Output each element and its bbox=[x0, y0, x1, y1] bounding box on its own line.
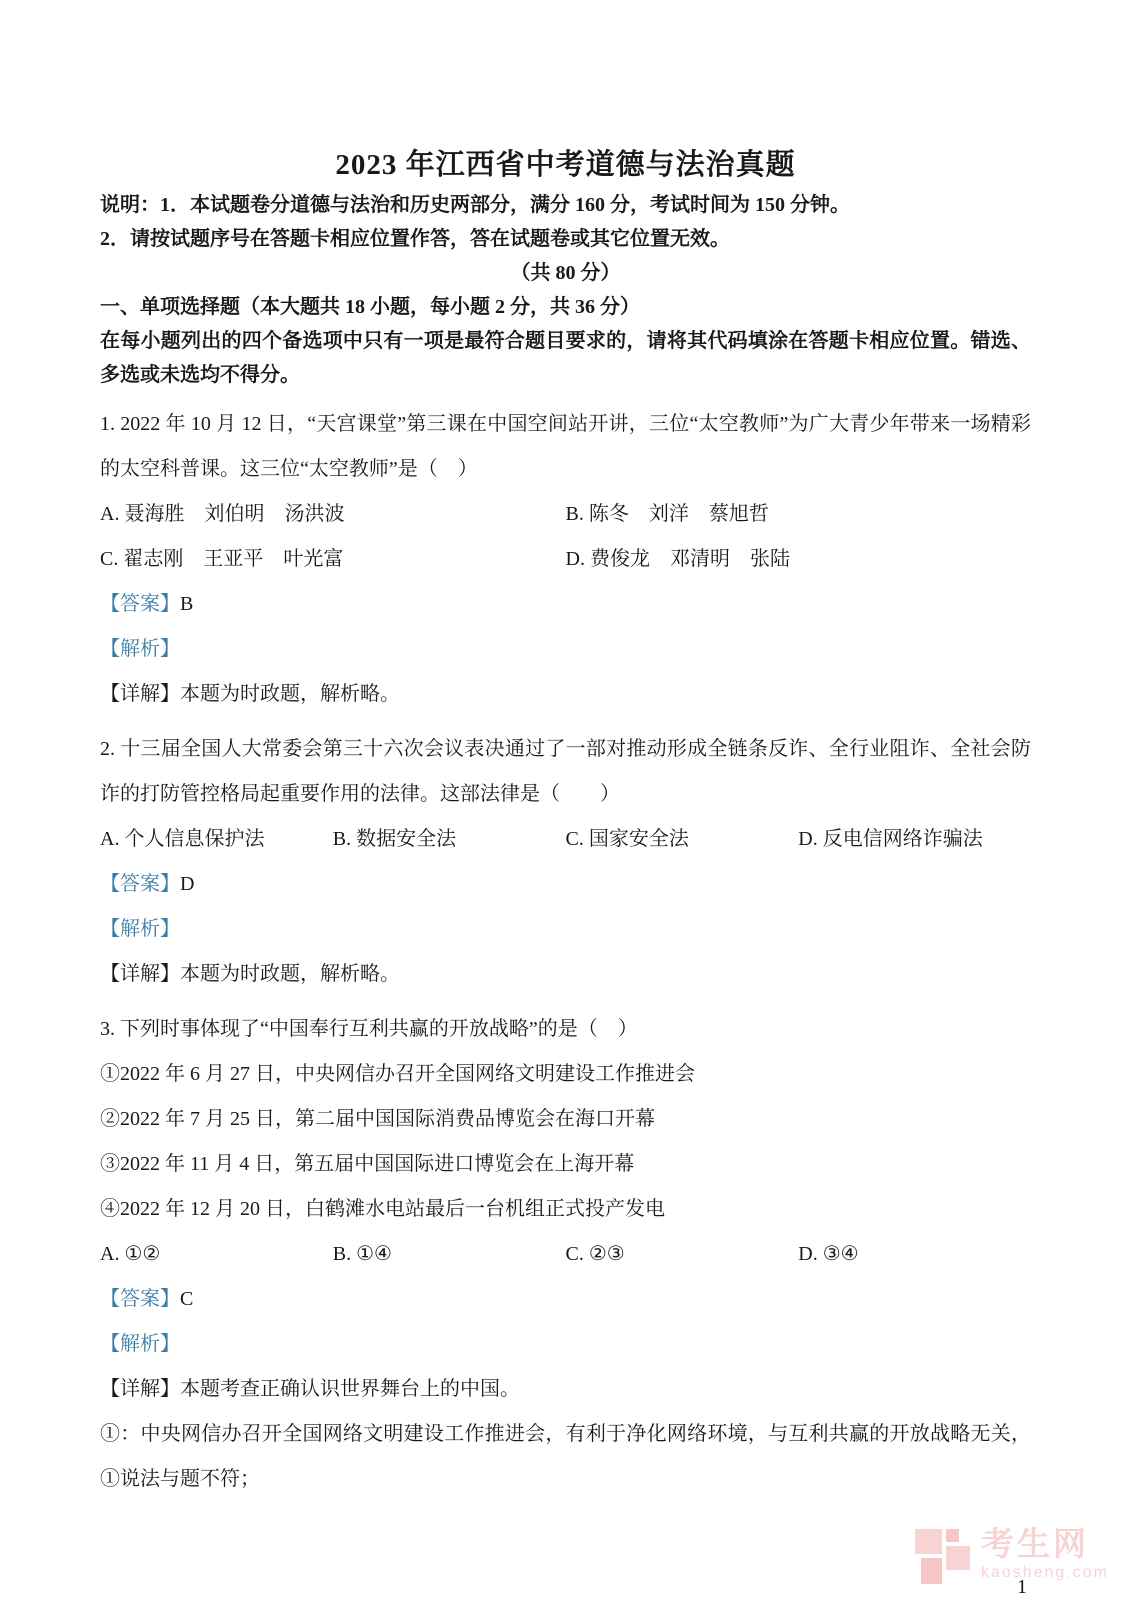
question-2-analysis-label: 【解析】 bbox=[100, 918, 180, 940]
question-2-option-d: D. 反电信网络诈骗法 bbox=[798, 828, 983, 850]
answer-value: D bbox=[180, 873, 195, 895]
question-3-item-2: ②2022 年 7 月 25 日，第二届中国国际消费品博览会在海口开幕 bbox=[100, 1108, 655, 1130]
section-instruction: 在每小题列出的四个备选项中只有一项是最符合题目要求的，请将其代码填涂在答题卡相应位置。错选、多选或未选均不得分。 bbox=[100, 330, 1031, 386]
question-1-option-b: B. 陈冬 刘洋 蔡旭哲 bbox=[565, 503, 769, 525]
answer-label: 【答案】 bbox=[100, 593, 180, 615]
question-1-detail-line bbox=[100, 672, 1031, 717]
answer-value: C bbox=[180, 1288, 194, 1310]
answer-label: 【答案】 bbox=[100, 1288, 180, 1310]
question-3-stem: 3. 下列时事体现了“中国奉行互利共赢的开放战略”的是（ ） bbox=[100, 1018, 638, 1040]
exam-note-2: 2．请按试题序号在答题卡相应位置作答，答在试题卷或其它位置无效。 bbox=[100, 228, 730, 250]
total-score-line: （共 80 分） bbox=[510, 262, 621, 284]
kaosheng-logo-icon bbox=[915, 1527, 973, 1585]
question-2-detail-line bbox=[100, 952, 1031, 997]
question-3 bbox=[100, 1007, 1031, 1502]
page-title: 2023 年江西省中考道德与法治真题 bbox=[335, 149, 796, 181]
detail-text: 本题为时政题，解析略。 bbox=[180, 963, 400, 985]
watermark-site-name: 考生网 bbox=[980, 1525, 1089, 1562]
exam-note-1: 说明：1．本试题卷分道德与法治和历史两部分，满分 160 分，考试时间为 150 分钟。 bbox=[100, 194, 850, 216]
question-1-stem: 1. 2022 年 10 月 12 日，“天宫课堂”第三课在中国空间站开讲，三位“太空教师”为广大青少年带来一场精彩的太空科普课。这三位“太空教师”是（ ） bbox=[100, 413, 1031, 480]
question-3-option-a: A. ①② bbox=[100, 1243, 161, 1265]
kaosheng-watermark bbox=[915, 1527, 1109, 1585]
answer-label: 【答案】 bbox=[100, 873, 180, 895]
section-title: 一、单项选择题（本大题共 18 小题，每小题 2 分，共 36 分） bbox=[100, 296, 640, 318]
answer-value: B bbox=[180, 593, 194, 615]
question-3-analysis-label: 【解析】 bbox=[100, 1333, 180, 1355]
question-3-option-d: D. ③④ bbox=[798, 1243, 859, 1265]
question-3-option-b: B. ①④ bbox=[332, 1243, 392, 1265]
question-1-option-d: D. 费俊龙 邓清明 张陆 bbox=[565, 548, 790, 570]
watermark-site-domain: kaosheng.com bbox=[980, 1564, 1109, 1581]
page-number: 1 bbox=[1017, 1576, 1027, 1598]
detail-text: 本题为时政题，解析略。 bbox=[180, 683, 400, 705]
question-1-option-a: A. 聂海胜 刘伯明 汤洪波 bbox=[100, 503, 345, 525]
question-1-analysis-label: 【解析】 bbox=[100, 638, 180, 660]
question-2-stem: 2. 十三届全国人大常委会第三十六次会议表决通过了一部对推动形成全链条反诈、全行业阻诈、全社会防诈的打防管控格局起重要作用的法律。这部法律是（ ） bbox=[100, 738, 1031, 805]
question-3-answer-line bbox=[100, 1277, 1031, 1322]
question-1-options-row-2 bbox=[100, 537, 1031, 582]
question-2-option-a: A. 个人信息保护法 bbox=[100, 828, 265, 850]
question-3-options-row bbox=[100, 1232, 1031, 1277]
question-3-item-3: ③2022 年 11 月 4 日，第五届中国国际进口博览会在上海开幕 bbox=[100, 1153, 635, 1175]
question-2-answer-line bbox=[100, 862, 1031, 907]
question-3-item-4: ④2022 年 12 月 20 日，白鹤滩水电站最后一台机组正式投产发电 bbox=[100, 1198, 665, 1220]
watermark-text-block bbox=[981, 1527, 1109, 1583]
detail-label: 【详解】 bbox=[100, 1378, 180, 1400]
question-1-options-row-1 bbox=[100, 492, 1031, 537]
question-1 bbox=[100, 402, 1031, 717]
question-2 bbox=[100, 727, 1031, 997]
question-1-answer-line bbox=[100, 582, 1031, 627]
detail-label: 【详解】 bbox=[100, 683, 180, 705]
question-2-option-c: C. 国家安全法 bbox=[565, 828, 689, 850]
question-2-option-b: B. 数据安全法 bbox=[332, 828, 457, 850]
question-3-detail-line bbox=[100, 1367, 1031, 1412]
question-1-option-c: C. 翟志刚 王亚平 叶光富 bbox=[100, 548, 344, 570]
question-2-options-row bbox=[100, 817, 1031, 862]
question-3-option-c: C. ②③ bbox=[565, 1243, 625, 1265]
detail-label: 【详解】 bbox=[100, 963, 180, 985]
question-3-detail-paragraph-2: ①：中央网信办召开全国网络文明建设工作推进会，有利于净化网络环境，与互利共赢的开放战略无关，①说法与题不符； bbox=[100, 1423, 1031, 1490]
question-3-item-1: ①2022 年 6 月 27 日，中央网信办召开全国网络文明建设工作推进会 bbox=[100, 1063, 695, 1085]
detail-text: 本题考查正确认识世界舞台上的中国。 bbox=[180, 1378, 520, 1400]
